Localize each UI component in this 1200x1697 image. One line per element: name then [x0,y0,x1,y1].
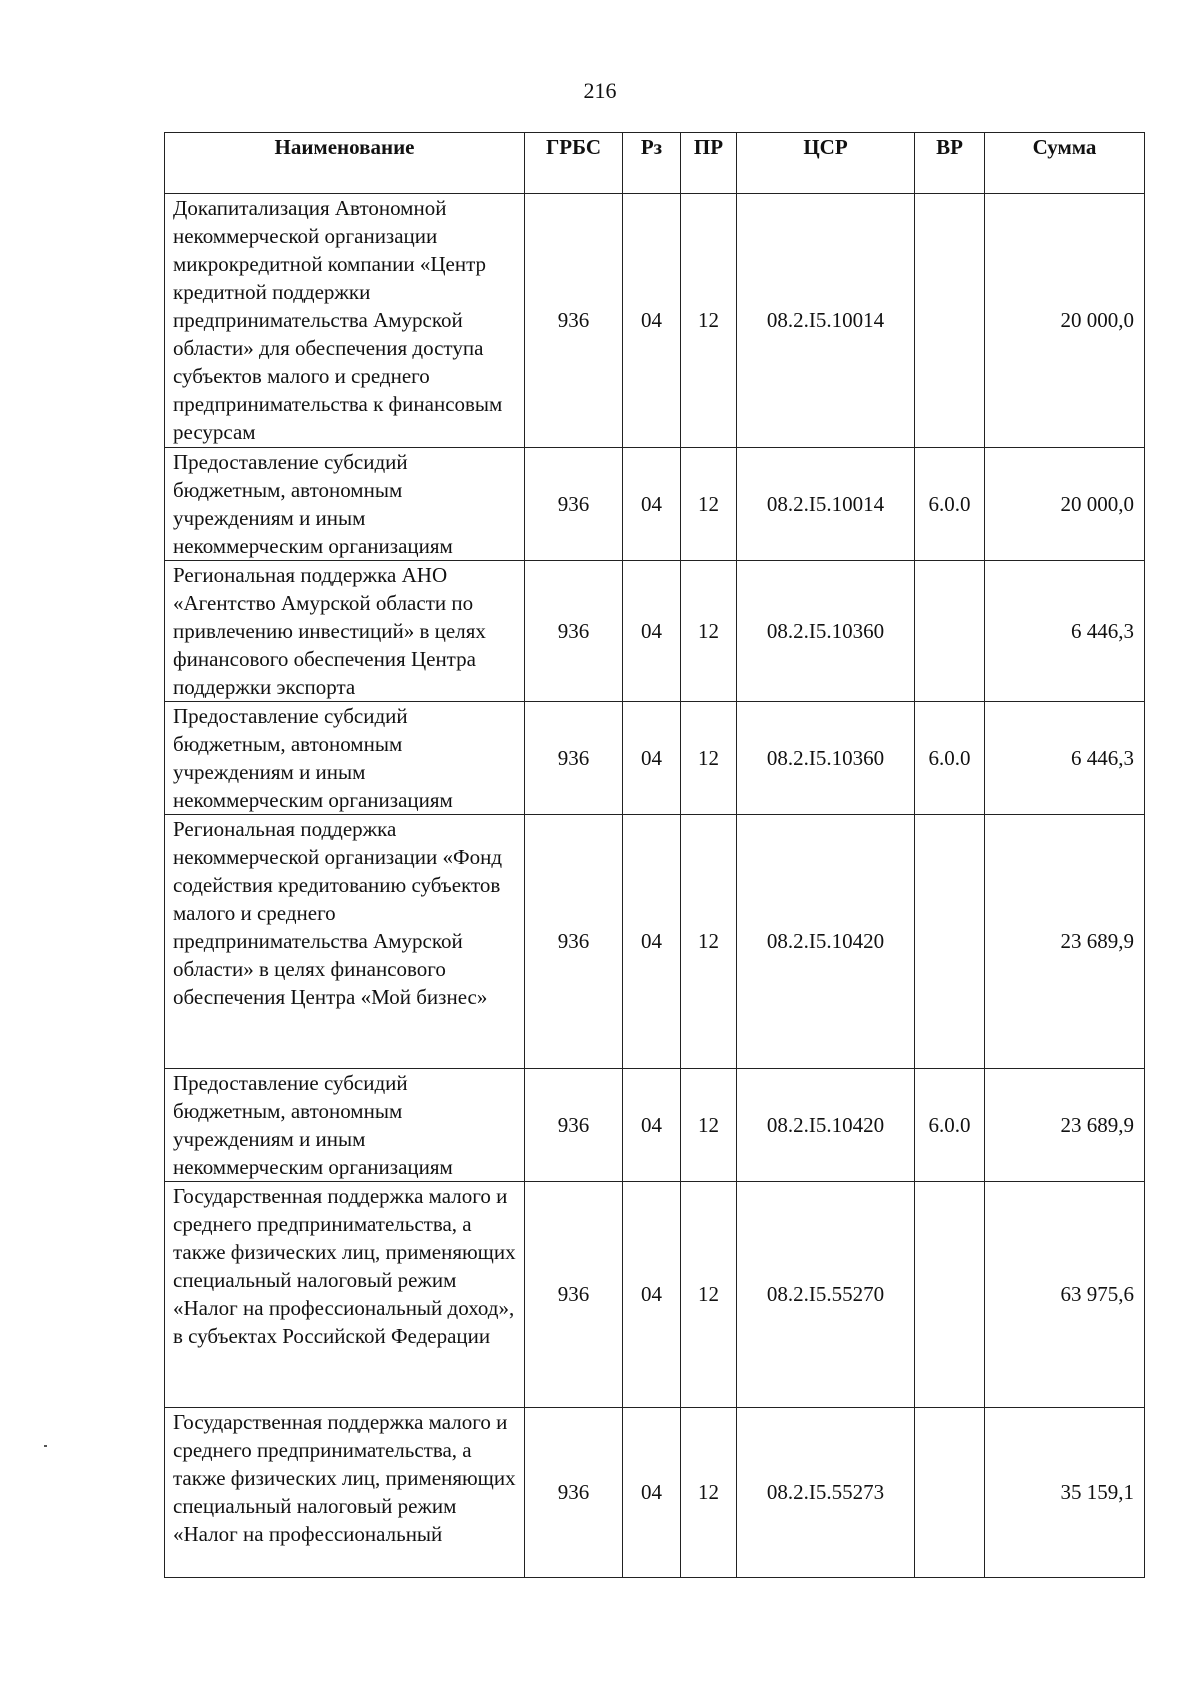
table-row [165,815,1145,1069]
row-name: Государственная поддержка малого и среднего предпринимательства, а также физических лиц, применяющих специальный налоговый режим «Налог на профессиональный [165,1408,525,1578]
row-rz: 04 [623,448,681,561]
row-grbs: 936 [525,1408,623,1578]
row-csr: 08.2.I5.10420 [737,1069,915,1182]
scan-mark [44,1445,47,1447]
row-pr: 12 [681,561,737,702]
row-sum: 6 446,3 [985,702,1145,815]
table-row [165,1408,1145,1578]
header-rz: Рз [623,133,681,194]
budget-table [164,132,1145,1578]
row-sum: 23 689,9 [985,1069,1145,1182]
row-rz: 04 [623,815,681,1069]
row-rz: 04 [623,1069,681,1182]
row-sum: 35 159,1 [985,1408,1145,1578]
row-grbs: 936 [525,448,623,561]
row-csr: 08.2.I5.55273 [737,1408,915,1578]
row-rz: 04 [623,561,681,702]
row-grbs: 936 [525,1069,623,1182]
row-grbs: 936 [525,561,623,702]
table-row [165,561,1145,702]
header-pr: ПР [681,133,737,194]
table-header-row [165,133,1145,194]
row-name: Докапитализация Автономной некоммерческой организации микрокредитной компании «Центр кредитной поддержки предпринимательства Амурской области» для обеспечения доступа субъектов малого и среднего предпринимательства к финансовым ресурсам [165,194,525,448]
row-rz: 04 [623,1182,681,1408]
row-pr: 12 [681,194,737,448]
row-name: Региональная поддержка некоммерческой организации «Фонд содействия кредитованию субъектов малого и среднего предпринимательства Амурской области» в целях финансового обеспечения Центра «Мой бизнес» [165,815,525,1069]
row-pr: 12 [681,1069,737,1182]
row-rz: 04 [623,702,681,815]
row-vr [915,561,985,702]
row-rz: 04 [623,194,681,448]
row-pr: 12 [681,1408,737,1578]
row-name: Предоставление субсидий бюджетным, автономным учреждениям и иным некоммерческим организациям [165,448,525,561]
row-csr: 08.2.I5.10014 [737,448,915,561]
row-pr: 12 [681,1182,737,1408]
row-vr [915,815,985,1069]
header-sum: Сумма [985,133,1145,194]
table-row [165,702,1145,815]
row-rz: 04 [623,1408,681,1578]
table-row [165,194,1145,448]
row-vr: 6.0.0 [915,448,985,561]
row-name: Предоставление субсидий бюджетным, автономным учреждениям и иным некоммерческим организациям [165,1069,525,1182]
row-sum: 23 689,9 [985,815,1145,1069]
row-vr [915,1182,985,1408]
row-pr: 12 [681,815,737,1069]
row-name: Предоставление субсидий бюджетным, автономным учреждениям и иным некоммерческим организациям [165,702,525,815]
row-sum: 20 000,0 [985,194,1145,448]
row-sum: 20 000,0 [985,448,1145,561]
row-csr: 08.2.I5.10360 [737,561,915,702]
row-csr: 08.2.I5.10420 [737,815,915,1069]
row-grbs: 936 [525,815,623,1069]
page-number: 216 [583,78,617,103]
table-row [165,1182,1145,1408]
header-vr: ВР [915,133,985,194]
row-grbs: 936 [525,702,623,815]
row-name: Государственная поддержка малого и среднего предпринимательства, а также физических лиц, применяющих специальный налоговый режим «Налог на профессиональный доход», в субъектах Российской Федерации [165,1182,525,1408]
row-vr [915,194,985,448]
row-grbs: 936 [525,1182,623,1408]
row-sum: 6 446,3 [985,561,1145,702]
header-csr: ЦСР [737,133,915,194]
row-csr: 08.2.I5.55270 [737,1182,915,1408]
row-sum: 63 975,6 [985,1182,1145,1408]
row-name: Региональная поддержка АНО «Агентство Амурской области по привлечению инвестиций» в целях финансового обеспечения Центра поддержки экспорта [165,561,525,702]
row-vr: 6.0.0 [915,1069,985,1182]
row-pr: 12 [681,448,737,561]
row-grbs: 936 [525,194,623,448]
row-csr: 08.2.I5.10014 [737,194,915,448]
row-pr: 12 [681,702,737,815]
header-name: Наименование [165,133,525,194]
table-row [165,1069,1145,1182]
header-grbs: ГРБС [525,133,623,194]
table-row [165,448,1145,561]
row-csr: 08.2.I5.10360 [737,702,915,815]
row-vr: 6.0.0 [915,702,985,815]
row-vr [915,1408,985,1578]
